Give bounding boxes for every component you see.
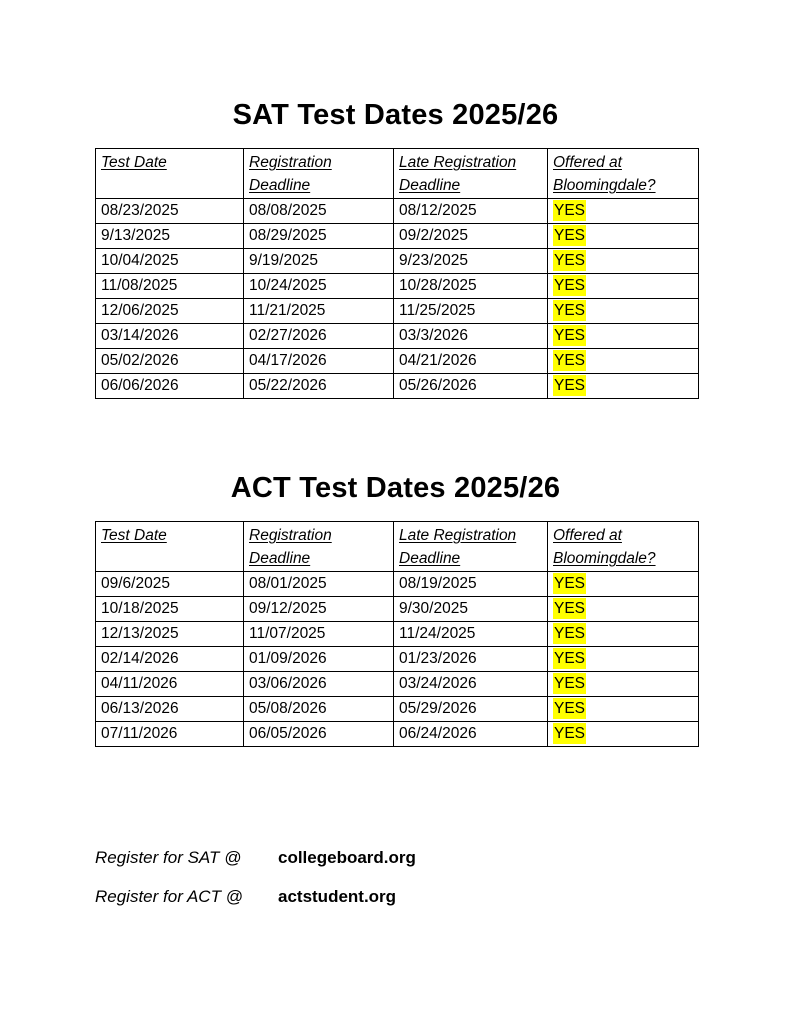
sat-section-title: SAT Test Dates 2025/26 — [232, 99, 559, 131]
cell-late-registration-deadline: 04/21/2026 — [394, 349, 548, 374]
table-row — [96, 299, 699, 324]
cell-offered — [548, 299, 699, 324]
table-row — [96, 572, 699, 597]
offered-highlight: YES — [554, 700, 586, 717]
cell-offered — [548, 249, 699, 274]
offered-highlight: YES — [554, 302, 586, 319]
cell-late-registration-deadline: 10/28/2025 — [394, 274, 548, 299]
cell-offered — [548, 597, 699, 622]
cell-test-date: 08/23/2025 — [96, 199, 244, 224]
table-header-row — [96, 522, 699, 572]
table-row — [96, 672, 699, 697]
cell-registration-deadline: 09/12/2025 — [244, 597, 394, 622]
cell-late-registration-deadline: 03/3/2026 — [394, 324, 548, 349]
header-line-1: Test Date — [101, 527, 167, 544]
offered-highlight: YES — [554, 352, 586, 369]
column-header-test-date — [96, 522, 244, 572]
cell-registration-deadline: 06/05/2026 — [244, 722, 394, 747]
cell-late-registration-deadline: 9/23/2025 — [394, 249, 548, 274]
cell-test-date: 10/04/2025 — [96, 249, 244, 274]
cell-late-registration-deadline: 08/12/2025 — [394, 199, 548, 224]
collegeboard-link[interactable]: collegeboard.org — [278, 848, 416, 867]
cell-offered — [548, 572, 699, 597]
sat-table-header — [96, 149, 699, 199]
offered-highlight: YES — [554, 600, 586, 617]
cell-test-date: 11/08/2025 — [96, 274, 244, 299]
header-line-1: Registration — [249, 527, 332, 544]
cell-registration-deadline: 05/08/2026 — [244, 697, 394, 722]
cell-test-date: 10/18/2025 — [96, 597, 244, 622]
cell-offered — [548, 722, 699, 747]
act-table-body — [96, 572, 699, 747]
header-line-2: Deadline — [249, 177, 311, 194]
cell-offered — [548, 622, 699, 647]
column-header-test-date — [96, 149, 244, 199]
table-row — [96, 224, 699, 249]
offered-highlight: YES — [554, 377, 586, 394]
cell-offered — [548, 374, 699, 399]
table-row — [96, 622, 699, 647]
register-act-line — [95, 884, 715, 910]
cell-test-date: 07/11/2026 — [96, 722, 244, 747]
table-row — [96, 324, 699, 349]
cell-late-registration-deadline: 09/2/2025 — [394, 224, 548, 249]
table-row — [96, 274, 699, 299]
cell-test-date: 12/13/2025 — [96, 622, 244, 647]
offered-highlight: YES — [554, 725, 586, 742]
offered-highlight: YES — [554, 252, 586, 269]
act-test-dates-table — [95, 521, 699, 747]
table-row — [96, 199, 699, 224]
cell-registration-deadline: 08/29/2025 — [244, 224, 394, 249]
table-row — [96, 647, 699, 672]
sat-table-body — [96, 199, 699, 399]
header-line-2: Deadline — [249, 550, 311, 567]
table-row — [96, 249, 699, 274]
cell-registration-deadline: 04/17/2026 — [244, 349, 394, 374]
column-header-offered-at-bloomingdale — [548, 522, 699, 572]
cell-late-registration-deadline: 9/30/2025 — [394, 597, 548, 622]
header-line-1: Test Date — [101, 154, 167, 171]
cell-offered — [548, 274, 699, 299]
offered-highlight: YES — [554, 227, 586, 244]
cell-late-registration-deadline: 06/24/2026 — [394, 722, 548, 747]
cell-test-date: 09/6/2025 — [96, 572, 244, 597]
cell-offered — [548, 324, 699, 349]
cell-registration-deadline: 08/01/2025 — [244, 572, 394, 597]
header-line-1: Late Registration — [399, 154, 517, 171]
header-line-2: Bloomingdale? — [553, 177, 656, 194]
table-row — [96, 722, 699, 747]
cell-late-registration-deadline: 11/25/2025 — [394, 299, 548, 324]
cell-offered — [548, 349, 699, 374]
column-header-registration-deadline — [244, 149, 394, 199]
header-line-2: Deadline — [399, 550, 461, 567]
cell-test-date: 06/06/2026 — [96, 374, 244, 399]
cell-test-date: 04/11/2026 — [96, 672, 244, 697]
cell-registration-deadline: 01/09/2026 — [244, 647, 394, 672]
offered-highlight: YES — [554, 327, 586, 344]
cell-registration-deadline: 11/07/2025 — [244, 622, 394, 647]
header-line-1: Late Registration — [399, 527, 517, 544]
offered-highlight: YES — [554, 202, 586, 219]
column-header-late-registration-deadline — [394, 149, 548, 199]
header-line-1: Offered at — [553, 154, 622, 171]
cell-offered — [548, 647, 699, 672]
cell-registration-deadline: 02/27/2026 — [244, 324, 394, 349]
cell-late-registration-deadline: 01/23/2026 — [394, 647, 548, 672]
cell-test-date: 06/13/2026 — [96, 697, 244, 722]
register-sat-line — [95, 845, 715, 871]
header-line-2: Bloomingdale? — [553, 550, 656, 567]
offered-highlight: YES — [554, 625, 586, 642]
table-header-row — [96, 149, 699, 199]
register-sat-label: Register for SAT @ — [95, 848, 242, 867]
offered-highlight: YES — [554, 675, 586, 692]
cell-registration-deadline: 03/06/2026 — [244, 672, 394, 697]
act-section-title: ACT Test Dates 2025/26 — [230, 472, 561, 504]
cell-offered — [548, 697, 699, 722]
cell-offered — [548, 672, 699, 697]
table-row — [96, 597, 699, 622]
cell-registration-deadline: 9/19/2025 — [244, 249, 394, 274]
table-row — [96, 697, 699, 722]
column-header-registration-deadline — [244, 522, 394, 572]
header-line-2: Deadline — [399, 177, 461, 194]
offered-highlight: YES — [554, 277, 586, 294]
cell-test-date: 03/14/2026 — [96, 324, 244, 349]
table-row — [96, 349, 699, 374]
cell-test-date: 02/14/2026 — [96, 647, 244, 672]
cell-offered — [548, 224, 699, 249]
offered-highlight: YES — [554, 650, 586, 667]
table-row — [96, 374, 699, 399]
sat-test-dates-table — [95, 148, 699, 399]
column-header-late-registration-deadline — [394, 522, 548, 572]
register-act-label: Register for ACT @ — [95, 887, 243, 906]
cell-late-registration-deadline: 11/24/2025 — [394, 622, 548, 647]
actstudent-link[interactable]: actstudent.org — [278, 887, 397, 906]
cell-test-date: 12/06/2025 — [96, 299, 244, 324]
cell-registration-deadline: 10/24/2025 — [244, 274, 394, 299]
cell-late-registration-deadline: 08/19/2025 — [394, 572, 548, 597]
cell-test-date: 05/02/2026 — [96, 349, 244, 374]
cell-late-registration-deadline: 03/24/2026 — [394, 672, 548, 697]
header-line-1: Offered at — [553, 527, 622, 544]
cell-offered — [548, 199, 699, 224]
cell-registration-deadline: 08/08/2025 — [244, 199, 394, 224]
act-table-header — [96, 522, 699, 572]
cell-registration-deadline: 05/22/2026 — [244, 374, 394, 399]
cell-test-date: 9/13/2025 — [96, 224, 244, 249]
column-header-offered-at-bloomingdale — [548, 149, 699, 199]
offered-highlight: YES — [554, 575, 586, 592]
header-line-1: Registration — [249, 154, 332, 171]
cell-registration-deadline: 11/21/2025 — [244, 299, 394, 324]
cell-late-registration-deadline: 05/26/2026 — [394, 374, 548, 399]
cell-late-registration-deadline: 05/29/2026 — [394, 697, 548, 722]
